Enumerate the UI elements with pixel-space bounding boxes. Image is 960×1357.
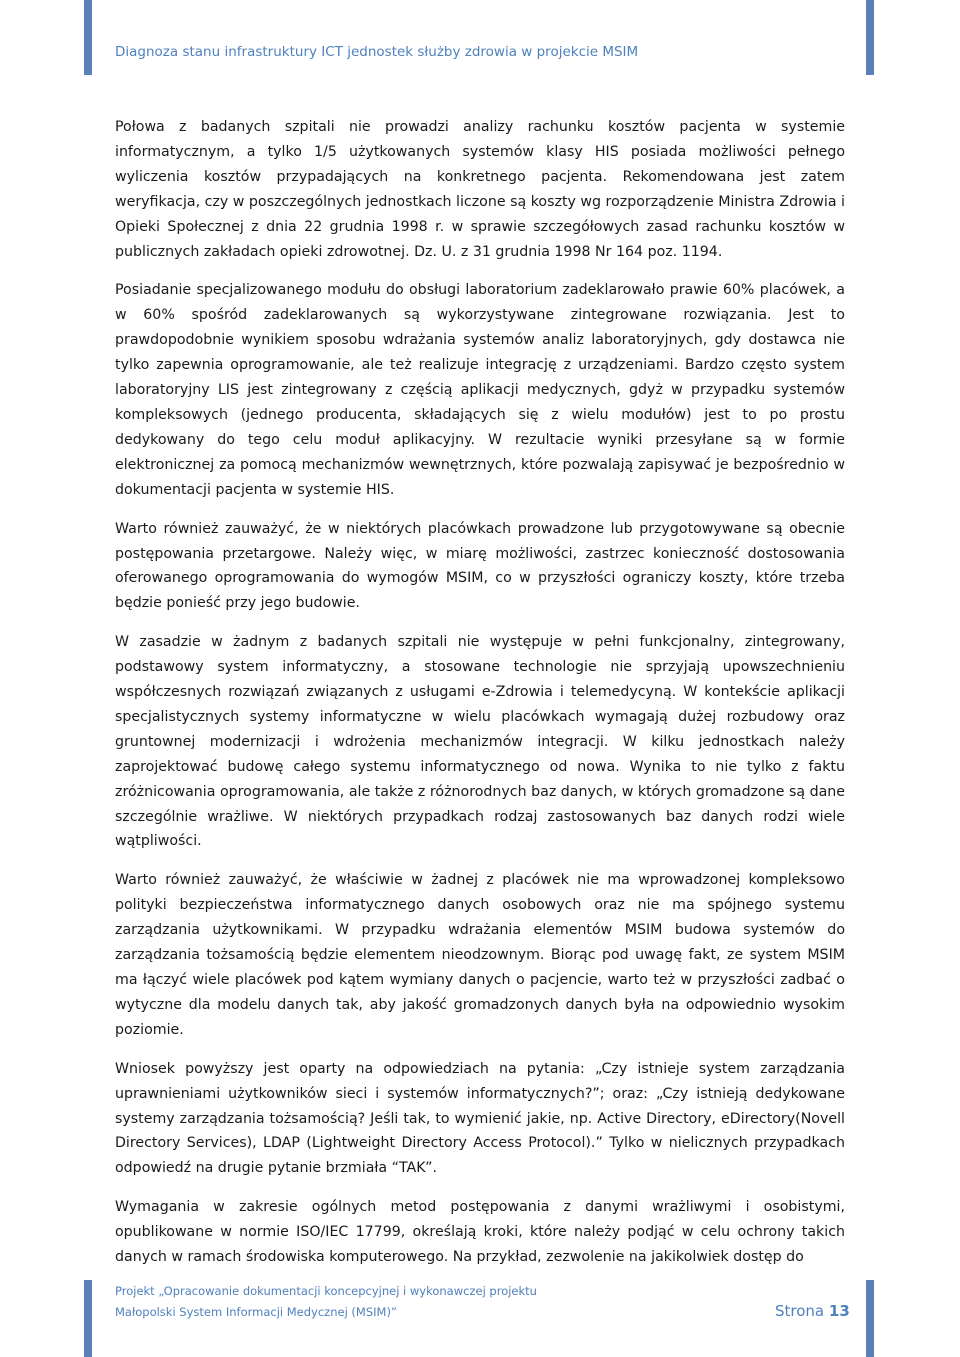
body-text	[115, 115, 845, 1270]
paragraph: Wniosek powyższy jest oparty na odpowiedziach na pytania: „Czy istnieje system zarządzania uprawnieniami użytkowników sieci i systemów informatycznych?”; oraz: „Czy istnieją dedykowane systemy zarządzania tożsamością? Jeśli tak, to wymienić jakie, np. Active Directory, eDirectory(Novell Directory Services), LDAP (Lightweight Directory Access Protocol).” Tylko w nielicznych przypadkach odpowiedź na drugie pytanie brzmiała “TAK”.	[115, 1060, 845, 1177]
paragraph: W zasadzie w żadnym z badanych szpitali nie występuje w pełni funkcjonalny, zintegrowany, podstawowy system informatyczny, a stosowane technologie nie sprzyjają upowszechnieniu współczesnych rozwiązań związanych z usługami e-Zdrowia i telemedycyną. W kontekście aplikacji specjalistycznych systemy informatyczne w wielu placówkach wymagają dużej rozbudowy oraz gruntownej modernizacji i wdrożenia mechanizmów integracji. W kilku jednostkach należy zaprojektować budowę całego systemu informatycznego od nowa. Wynika to nie tylko z faktu zróżnicowania oprogramowania, ale także z różnorodnych baz danych, w których gromadzone są dane szczególnie wrażliwe. W niektórych przypadkach rodzaj zastosowanych baz danych rodzi wiele wątpliwości.	[115, 634, 845, 850]
page-number-label: Strona	[775, 1302, 825, 1320]
frame-bar-bottom-right	[866, 1280, 874, 1357]
paragraph: Posiadanie specjalizowanego modułu do obsługi laboratorium zadeklarowało prawie 60% placówek, a w 60% spośród zadeklarowanych są wykorzystywane zintegrowane rozwiązania. Jest to prawdopodobnie wynikiem sposobu wdrażania systemów analiz laboratoryjnych, gdy dostawca nie tylko zapewnia oprogramowanie, ale też realizuje integrację z urządzeniami. Bardzo często system laboratoryjny LIS jest zintegrowany z częścią aplikacji medycznych, gdyż w przypadku systemów kompleksowych (jednego producenta, składających się z wielu modułów) jest to po prostu dedykowany do tego celu moduł aplikacyjny. W rezultacie wyniki przesyłane są w formie elektronicznej za pomocą mechanizmów wewnętrznych, które pozwalają zapisywać je bezpośrednio w dokumentacji pacjenta w systemie HIS.	[115, 282, 845, 498]
paragraph: Wymagania w zakresie ogólnych metod postępowania z danymi wrażliwymi i osobistymi, opublikowane w normie ISO/IEC 17799, określają kroki, które należy podjąć w celu ochrony takich danych w ramach środowiska komputerowego. Na przykład, zezwolenie na jakikolwiek dostęp do	[115, 1199, 845, 1266]
paragraph: Warto również zauważyć, że właściwie w żadnej z placówek nie ma wprowadzonej kompleksowo polityki bezpieczeństwa informatycznego danych osobowych oraz nie ma spójnego systemu zarządzania użytkownikami. W przypadku wdrażania elementów MSIM budowa systemów do zarządzania tożsamością będzie elementem nieodzownym. Biorąc pod uwagę fakt, ze system MSIM ma łączyć wiele placówek pod kątem wymiany danych o pacjencie, warto też w przyszłości zadbać o wytyczne dla modelu danych tak, aby jakość gromadzonych danych była na odpowiednio wysokim poziomie.	[115, 872, 845, 1038]
footer-project-line-2: Małopolski System Informacji Medycznej (MSIM)”	[115, 1305, 397, 1319]
page-number	[775, 1302, 850, 1320]
frame-bar-top-right	[866, 0, 874, 75]
page-number-value: 13	[828, 1302, 850, 1320]
footer-project-line-1: Projekt „Opracowanie dokumentacji koncepcyjnej i wykonawczej projektu	[115, 1284, 537, 1298]
frame-bar-top-left	[84, 0, 92, 75]
paragraph: Połowa z badanych szpitali nie prowadzi analizy rachunku kosztów pacjenta w systemie informatycznym, a tylko 1/5 użytkowanych systemów klasy HIS posiada możliwości pełnego wyliczenia kosztów przypadających na konkretnego pacjenta. Rekomendowana jest zatem weryfikacja, czy w poszczególnych jednostkach liczone są koszty wg rozporządzenie Ministra Zdrowia i Opieki Społecznej z dnia 22 grudnia 1998 r. w sprawie szczegółowych zasad rachunku kosztów w publicznych zakładach opieki zdrowotnej. Dz. U. z 31 grudnia 1998 Nr 164 poz. 1194.	[115, 119, 845, 260]
running-header-title: Diagnoza stanu infrastruktury ICT jednostek służby zdrowia w projekcie MSIM	[115, 44, 639, 60]
frame-bar-bottom-left	[84, 1280, 92, 1357]
paragraph: Warto również zauważyć, że w niektórych placówkach prowadzone lub przygotowywane są obecnie postępowania przetargowe. Należy więc, w miarę możliwości, zastrzec konieczność dostosowania oferowanego oprogramowania do wymogów MSIM, co w przyszłości ograniczy koszty, które trzeba będzie ponieść przy jego budowie.	[115, 520, 845, 612]
